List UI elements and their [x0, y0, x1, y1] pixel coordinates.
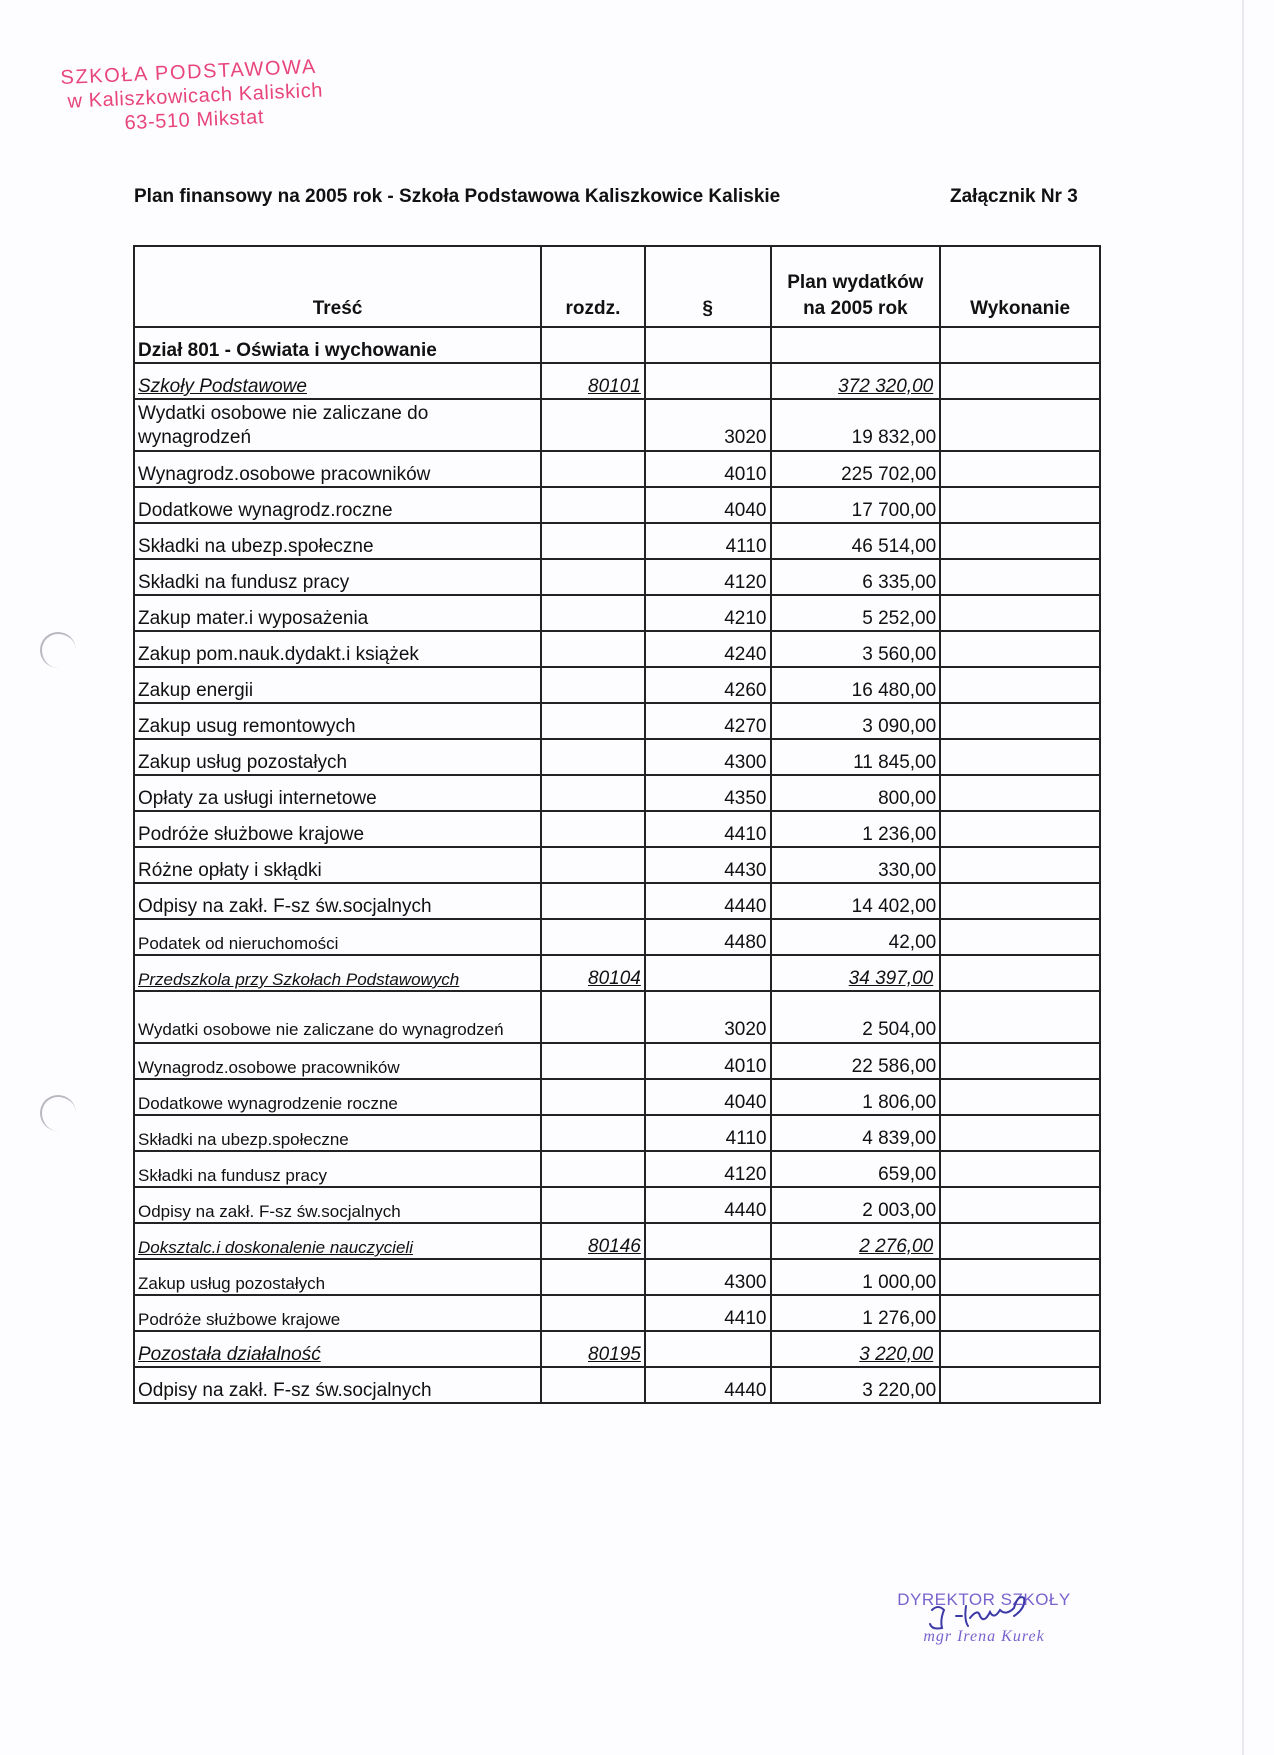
cell-wykonanie	[940, 919, 1100, 955]
cell-rozdz	[541, 451, 645, 487]
financial-plan-table	[133, 245, 1101, 1404]
table-row	[134, 523, 1100, 559]
cell-plan: 17 700,00	[771, 487, 941, 523]
cell-paragraf: 4040	[645, 487, 771, 523]
cell-wykonanie	[940, 1367, 1100, 1403]
cell-rozdz	[541, 1367, 645, 1403]
cell-paragraf	[645, 363, 771, 399]
table-row	[134, 363, 1100, 399]
cell-rozdz	[541, 399, 645, 451]
cell-rozdz: 80104	[541, 955, 645, 991]
table-row	[134, 1151, 1100, 1187]
cell-wykonanie	[940, 703, 1100, 739]
cell-tresc: Składki na ubezp.społeczne	[134, 1115, 541, 1151]
cell-paragraf: 4040	[645, 1079, 771, 1115]
cell-rozdz	[541, 1043, 645, 1079]
cell-plan: 42,00	[771, 919, 941, 955]
cell-tresc: Odpisy na zakł. F-sz św.socjalnych	[134, 1187, 541, 1223]
cell-rozdz	[541, 775, 645, 811]
header-rozdz: rozdz.	[541, 246, 645, 327]
table-body	[134, 327, 1100, 1403]
signature-title: DYREKTOR SZKOŁY	[897, 1590, 1071, 1609]
cell-tresc: Zakup mater.i wyposażenia	[134, 595, 541, 631]
document-title: Plan finansowy na 2005 rok - Szkoła Podstawowa Kaliszkowice Kaliskie	[134, 186, 781, 207]
cell-wykonanie	[940, 363, 1100, 399]
signature-name: mgr Irena Kurek	[923, 1628, 1045, 1645]
cell-plan: 6 335,00	[771, 559, 941, 595]
table-row	[134, 1115, 1100, 1151]
cell-wykonanie	[940, 739, 1100, 775]
cell-tresc: Podróże służbowe krajowe	[134, 1295, 541, 1331]
punch-hole	[40, 1095, 76, 1131]
table-row	[134, 811, 1100, 847]
cell-paragraf: 4350	[645, 775, 771, 811]
cell-wykonanie	[940, 1259, 1100, 1295]
cell-rozdz	[541, 739, 645, 775]
header-paragraf: §	[645, 246, 771, 327]
cell-wykonanie	[940, 1043, 1100, 1079]
cell-rozdz	[541, 1115, 645, 1151]
cell-tresc: Zakup usług pozostałych	[134, 739, 541, 775]
cell-plan: 3 560,00	[771, 631, 941, 667]
cell-paragraf: 4440	[645, 1187, 771, 1223]
cell-wykonanie	[940, 667, 1100, 703]
cell-tresc: Podatek od nieruchomości	[134, 919, 541, 955]
table-row	[134, 703, 1100, 739]
cell-rozdz	[541, 595, 645, 631]
cell-plan: 800,00	[771, 775, 941, 811]
cell-paragraf	[645, 1223, 771, 1259]
header-wykonanie: Wykonanie	[940, 246, 1100, 327]
cell-tresc: Wynagrodz.osobowe pracowników	[134, 451, 541, 487]
cell-paragraf: 4480	[645, 919, 771, 955]
cell-tresc: Pozostała działalność	[134, 1331, 541, 1367]
cell-plan: 2 276,00	[771, 1223, 941, 1259]
cell-paragraf: 4440	[645, 883, 771, 919]
cell-wykonanie	[940, 775, 1100, 811]
table-row	[134, 1367, 1100, 1403]
cell-rozdz	[541, 883, 645, 919]
cell-tresc: Opłaty za usługi internetowe	[134, 775, 541, 811]
cell-plan: 330,00	[771, 847, 941, 883]
table-row	[134, 739, 1100, 775]
cell-paragraf: 3020	[645, 399, 771, 451]
cell-paragraf: 4120	[645, 559, 771, 595]
cell-plan: 22 586,00	[771, 1043, 941, 1079]
cell-plan: 14 402,00	[771, 883, 941, 919]
cell-paragraf: 4010	[645, 1043, 771, 1079]
cell-wykonanie	[940, 1295, 1100, 1331]
table-row	[134, 1043, 1100, 1079]
cell-rozdz	[541, 667, 645, 703]
cell-rozdz	[541, 991, 645, 1043]
cell-rozdz	[541, 811, 645, 847]
cell-plan	[771, 327, 941, 363]
stamp-line-3: 63-510 Mikstat	[124, 106, 265, 135]
cell-plan: 16 480,00	[771, 667, 941, 703]
table-row	[134, 1187, 1100, 1223]
cell-tresc: Zakup usług pozostałych	[134, 1259, 541, 1295]
header-plan	[771, 246, 941, 327]
cell-tresc: Wydatki osobowe nie zaliczane do wynagrodzeń	[134, 399, 541, 451]
table-row	[134, 327, 1100, 363]
cell-paragraf: 4430	[645, 847, 771, 883]
cell-rozdz	[541, 703, 645, 739]
table-row	[134, 399, 1100, 451]
stamp-line-2: w Kaliszkowicach Kaliskich	[67, 79, 324, 113]
cell-paragraf: 4210	[645, 595, 771, 631]
cell-rozdz	[541, 523, 645, 559]
cell-plan: 659,00	[771, 1151, 941, 1187]
cell-tresc: Składki na fundusz pracy	[134, 1151, 541, 1187]
cell-tresc: Odpisy na zakł. F-sz św.socjalnych	[134, 1367, 541, 1403]
table-row	[134, 1331, 1100, 1367]
cell-wykonanie	[940, 1151, 1100, 1187]
cell-plan: 19 832,00	[771, 399, 941, 451]
cell-paragraf: 4110	[645, 523, 771, 559]
cell-rozdz	[541, 559, 645, 595]
cell-plan: 3 220,00	[771, 1331, 941, 1367]
cell-rozdz: 80146	[541, 1223, 645, 1259]
cell-plan: 5 252,00	[771, 595, 941, 631]
cell-tresc: Wynagrodz.osobowe pracowników	[134, 1043, 541, 1079]
cell-rozdz	[541, 631, 645, 667]
table-row	[134, 919, 1100, 955]
cell-rozdz: 80195	[541, 1331, 645, 1367]
cell-wykonanie	[940, 523, 1100, 559]
cell-wykonanie	[940, 1115, 1100, 1151]
cell-wykonanie	[940, 1079, 1100, 1115]
director-signature	[884, 1590, 1084, 1646]
cell-plan: 1 276,00	[771, 1295, 941, 1331]
cell-tresc: Odpisy na zakł. F-sz św.socjalnych	[134, 883, 541, 919]
cell-paragraf	[645, 1331, 771, 1367]
table-row	[134, 1079, 1100, 1115]
cell-paragraf	[645, 955, 771, 991]
cell-plan: 46 514,00	[771, 523, 941, 559]
header-tresc: Treść	[134, 246, 541, 327]
table-row	[134, 631, 1100, 667]
table-row	[134, 1259, 1100, 1295]
cell-tresc: Dział 801 - Oświata i wychowanie	[134, 327, 541, 363]
cell-wykonanie	[940, 451, 1100, 487]
table-row	[134, 595, 1100, 631]
cell-plan: 4 839,00	[771, 1115, 941, 1151]
cell-rozdz	[541, 1259, 645, 1295]
cell-paragraf: 4410	[645, 811, 771, 847]
cell-wykonanie	[940, 955, 1100, 991]
cell-paragraf: 4240	[645, 631, 771, 667]
cell-plan: 1 000,00	[771, 1259, 941, 1295]
cell-rozdz	[541, 919, 645, 955]
cell-wykonanie	[940, 559, 1100, 595]
table-header-row	[134, 246, 1100, 327]
cell-wykonanie	[940, 595, 1100, 631]
cell-wykonanie	[940, 811, 1100, 847]
cell-paragraf: 3020	[645, 991, 771, 1043]
table-row	[134, 667, 1100, 703]
cell-tresc: Szkoły Podstawowe	[134, 363, 541, 399]
cell-rozdz	[541, 1295, 645, 1331]
cell-rozdz	[541, 327, 645, 363]
cell-tresc: Różne opłaty i skłądki	[134, 847, 541, 883]
cell-tresc: Wydatki osobowe nie zaliczane do wynagrodzeń	[134, 991, 541, 1043]
cell-plan: 1 236,00	[771, 811, 941, 847]
cell-wykonanie	[940, 1187, 1100, 1223]
table-row	[134, 487, 1100, 523]
cell-wykonanie	[940, 1331, 1100, 1367]
header-plan-line-1: Plan wydatków	[787, 272, 924, 293]
table-row	[134, 955, 1100, 991]
cell-rozdz	[541, 487, 645, 523]
cell-tresc: Zakup pom.nauk.dydakt.i książek	[134, 631, 541, 667]
cell-plan: 3 220,00	[771, 1367, 941, 1403]
cell-tresc: Podróże służbowe krajowe	[134, 811, 541, 847]
cell-plan: 372 320,00	[771, 363, 941, 399]
table-row	[134, 991, 1100, 1043]
cell-wykonanie	[940, 631, 1100, 667]
cell-tresc: Dodatkowe wynagrodzenie roczne	[134, 1079, 541, 1115]
header-plan-line-2: na 2005 rok	[803, 298, 908, 319]
cell-plan: 2 003,00	[771, 1187, 941, 1223]
cell-tresc: Doksztalc.i doskonalenie nauczycieli	[134, 1223, 541, 1259]
cell-paragraf: 4110	[645, 1115, 771, 1151]
cell-plan: 11 845,00	[771, 739, 941, 775]
cell-rozdz	[541, 847, 645, 883]
table-row	[134, 1223, 1100, 1259]
cell-tresc: Składki na ubezp.społeczne	[134, 523, 541, 559]
stamp-line-1: SZKOŁA PODSTAWOWA	[60, 55, 318, 89]
cell-plan: 225 702,00	[771, 451, 941, 487]
cell-paragraf: 4260	[645, 667, 771, 703]
cell-paragraf: 4010	[645, 451, 771, 487]
table-row	[134, 451, 1100, 487]
cell-paragraf: 4120	[645, 1151, 771, 1187]
cell-paragraf: 4300	[645, 739, 771, 775]
cell-wykonanie	[940, 991, 1100, 1043]
cell-wykonanie	[940, 399, 1100, 451]
punch-hole	[40, 632, 76, 668]
cell-tresc: Dodatkowe wynagrodz.roczne	[134, 487, 541, 523]
cell-tresc: Składki na fundusz pracy	[134, 559, 541, 595]
table-row	[134, 559, 1100, 595]
cell-plan: 2 504,00	[771, 991, 941, 1043]
cell-paragraf	[645, 327, 771, 363]
cell-plan: 3 090,00	[771, 703, 941, 739]
attachment-label: Załącznik Nr 3	[950, 186, 1078, 207]
cell-tresc: Zakup energii	[134, 667, 541, 703]
cell-wykonanie	[940, 1223, 1100, 1259]
table-row	[134, 847, 1100, 883]
cell-rozdz: 80101	[541, 363, 645, 399]
cell-tresc: Zakup usug remontowych	[134, 703, 541, 739]
cell-wykonanie	[940, 327, 1100, 363]
cell-plan: 34 397,00	[771, 955, 941, 991]
table-row	[134, 883, 1100, 919]
cell-paragraf: 4410	[645, 1295, 771, 1331]
cell-rozdz	[541, 1187, 645, 1223]
cell-plan: 1 806,00	[771, 1079, 941, 1115]
cell-paragraf: 4440	[645, 1367, 771, 1403]
school-stamp	[60, 55, 325, 138]
handwritten-signature	[904, 1596, 1064, 1636]
cell-paragraf: 4270	[645, 703, 771, 739]
page-edge	[1242, 0, 1244, 1755]
table-row	[134, 775, 1100, 811]
cell-wykonanie	[940, 883, 1100, 919]
cell-paragraf: 4300	[645, 1259, 771, 1295]
cell-rozdz	[541, 1079, 645, 1115]
cell-wykonanie	[940, 487, 1100, 523]
cell-rozdz	[541, 1151, 645, 1187]
cell-wykonanie	[940, 847, 1100, 883]
table-row	[134, 1295, 1100, 1331]
cell-tresc: Przedszkola przy Szkołach Podstawowych	[134, 955, 541, 991]
